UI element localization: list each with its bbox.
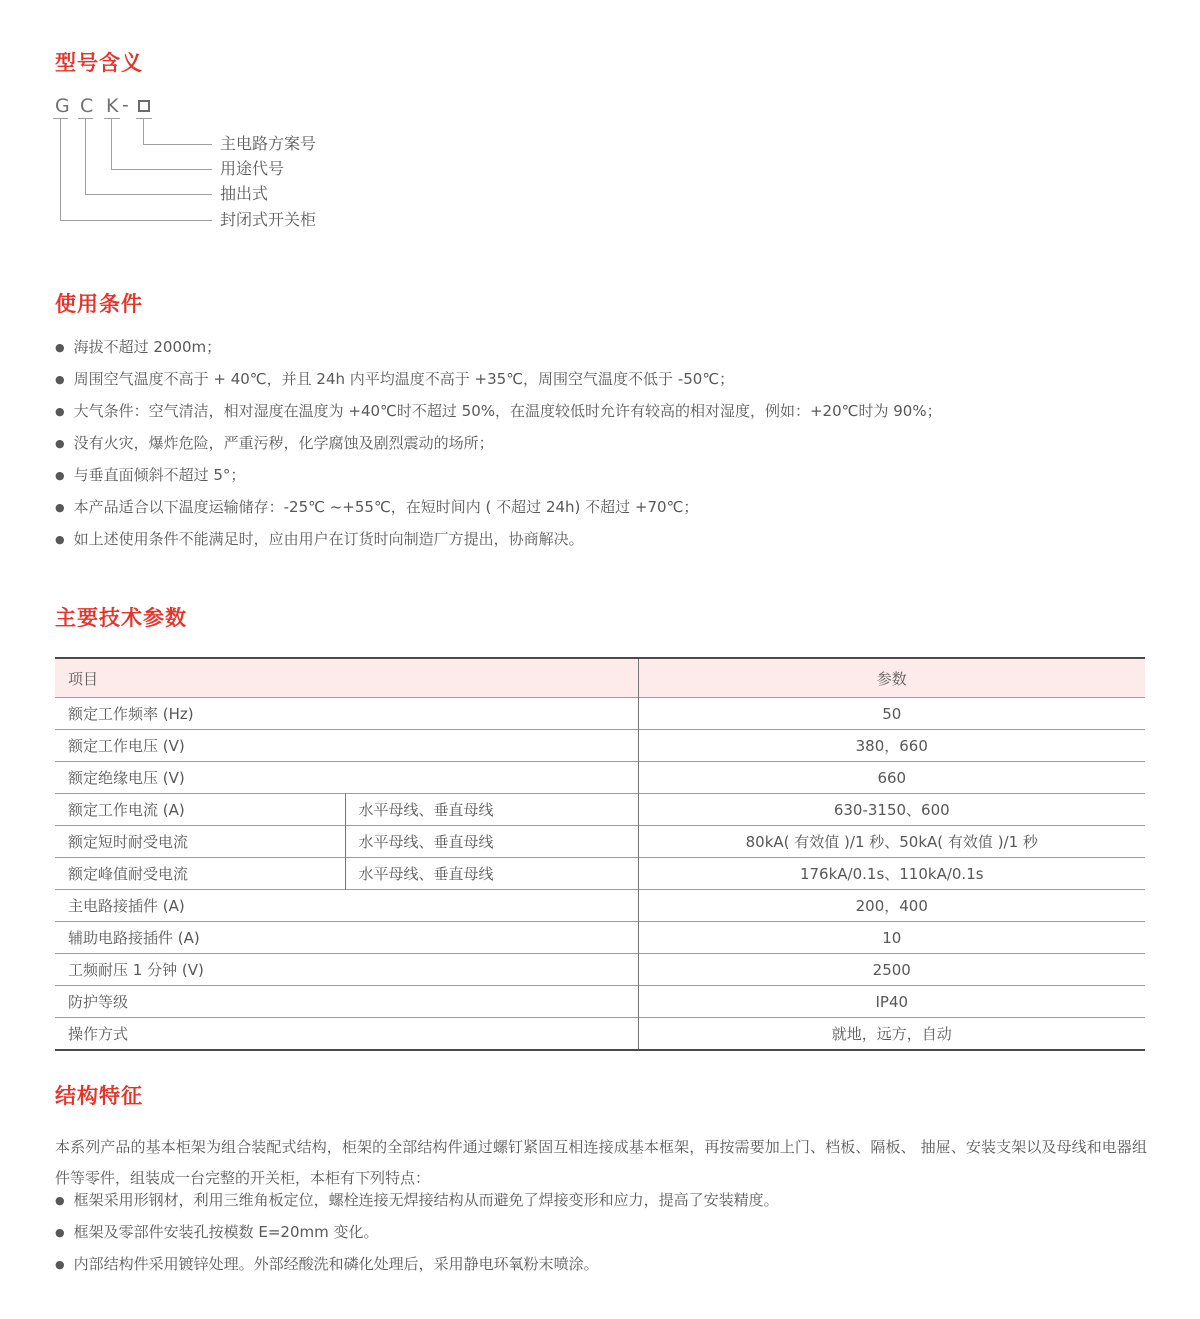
param-name-cell: 操作方式	[55, 1018, 638, 1051]
connector-v-square	[143, 119, 144, 145]
list-item	[55, 529, 942, 549]
bullet-icon: ●	[55, 405, 65, 418]
feature-text: 内部结构件采用镀锌处理。外部经酸洗和磷化处理后，采用静电环氧粉末喷涂。	[73, 1255, 599, 1273]
param-value-cell: 就地，远方，自动	[638, 1018, 1145, 1051]
param-value-cell: 630-3150、600	[638, 794, 1145, 826]
param-name-cell: 额定峰值耐受电流	[55, 858, 345, 890]
param-name-cell: 主电路接插件 (A)	[55, 890, 638, 922]
connector-h-g	[60, 220, 212, 221]
model-code-label-enclosed: 封闭式开关柜	[220, 210, 317, 229]
section-title-model-meaning: 型号含义	[55, 51, 143, 75]
param-value-cell: 660	[638, 762, 1145, 794]
list-item	[55, 1190, 779, 1210]
param-value-cell: 176kA/0.1s、110kA/0.1s	[638, 858, 1145, 890]
table-row	[55, 986, 1145, 1018]
section-title-usage-conditions: 使用条件	[55, 292, 143, 316]
param-scope-cell: 水平母线、垂直母线	[345, 794, 638, 826]
param-value-cell: 80kA( 有效值 )/1 秒、50kA( 有效值 )/1 秒	[638, 826, 1145, 858]
usage-conditions-list	[55, 337, 942, 561]
param-name-cell: 辅助电路接插件 (A)	[55, 922, 638, 954]
model-code-char-k: K	[106, 95, 119, 117]
bullet-icon: ●	[55, 1258, 65, 1271]
connector-v-c	[85, 119, 86, 195]
bullet-icon: ●	[55, 469, 65, 482]
header-item-cell: 项目	[55, 658, 638, 698]
section-title-structure: 结构特征	[55, 1084, 143, 1108]
list-item	[55, 497, 942, 517]
param-name-cell: 额定工作电压 (V)	[55, 730, 638, 762]
bullet-icon: ●	[55, 437, 65, 450]
param-scope-cell: 水平母线、垂直母线	[345, 826, 638, 858]
table-row	[55, 794, 1145, 826]
table-row	[55, 826, 1145, 858]
model-code-label-drawout: 抽出式	[220, 184, 269, 203]
param-value-cell: 2500	[638, 954, 1145, 986]
param-value-cell: 200，400	[638, 890, 1145, 922]
list-item	[55, 465, 942, 485]
param-name-cell: 额定工作电流 (A)	[55, 794, 345, 826]
bullet-icon: ●	[55, 373, 65, 386]
condition-text: 没有火灾，爆炸危险，严重污秽，化学腐蚀及剧烈震动的场所；	[73, 434, 494, 452]
table-row	[55, 954, 1145, 986]
structure-features-list	[55, 1190, 779, 1286]
connector-h-c	[85, 194, 212, 195]
underline-square	[136, 118, 152, 119]
condition-text: 如上述使用条件不能满足时，应由用户在订货时向制造厂方提出，协商解决。	[73, 530, 584, 548]
bullet-icon: ●	[55, 501, 65, 514]
list-item	[55, 1254, 779, 1274]
section-title-parameters: 主要技术参数	[55, 606, 187, 630]
header-value-cell: 参数	[638, 658, 1145, 698]
table-row	[55, 762, 1145, 794]
model-code-char-c: C	[80, 95, 94, 117]
structure-intro-paragraph: 本系列产品的基本柜架为组合装配式结构，柜架的全部结构件通过螺钉紧固互相连接成基本框架，再按需要加上门、档板、隔板、 抽屉、安装支架以及母线和电器组件等零件，组装成一台完整的开关柜，本柜有下列特点：	[55, 1138, 1147, 1187]
param-name-cell: 防护等级	[55, 986, 638, 1018]
table-row	[55, 922, 1145, 954]
underline-k	[104, 118, 120, 119]
list-item	[55, 369, 942, 389]
connector-v-k	[111, 119, 112, 170]
param-name-cell: 工频耐压 1 分钟 (V)	[55, 954, 638, 986]
param-name-cell: 额定工作频率 (Hz)	[55, 698, 638, 730]
condition-text: 海拔不超过 2000m；	[73, 338, 222, 356]
list-item	[55, 433, 942, 453]
condition-text: 本产品适合以下温度运输储存：-25℃ ~+55℃，在短时间内 ( 不超过 24h) 不超过 +70℃；	[73, 498, 699, 516]
table-row	[55, 890, 1145, 922]
table-header-row	[55, 658, 1145, 698]
param-value-cell: IP40	[638, 986, 1145, 1018]
feature-text: 框架采用形钢材，利用三维角板定位，螺栓连接无焊接结构从而避免了焊接变形和应力，提高了安装精度。	[73, 1191, 779, 1209]
table-row	[55, 698, 1145, 730]
condition-text: 周围空气温度不高于 + 40℃，并且 24h 内平均温度不高于 +35℃，周围空气温度不低于 -50℃；	[73, 370, 735, 388]
bullet-icon: ●	[55, 1226, 65, 1239]
model-code-char-g: G	[55, 95, 70, 117]
model-code-label-usage: 用途代号	[220, 159, 285, 178]
table-row	[55, 858, 1145, 890]
connector-h-square	[143, 144, 212, 145]
table-row	[55, 1018, 1145, 1051]
condition-text: 大气条件：空气清洁，相对湿度在温度为 +40℃时不超过 50%，在温度较低时允许有较高的相对湿度，例如：+20℃时为 90%；	[73, 402, 942, 420]
param-scope-cell: 水平母线、垂直母线	[345, 858, 638, 890]
condition-text: 与垂直面倾斜不超过 5°；	[73, 466, 246, 484]
list-item	[55, 1222, 779, 1242]
bullet-icon: ●	[55, 533, 65, 546]
connector-v-g	[60, 119, 61, 221]
parameters-table	[55, 657, 1145, 1051]
feature-text: 框架及零部件安装孔按模数 E=20mm 变化。	[73, 1223, 379, 1241]
placeholder-square-icon	[138, 100, 150, 112]
table-row	[55, 730, 1145, 762]
bullet-icon: ●	[55, 1194, 65, 1207]
connector-h-k	[111, 169, 212, 170]
bullet-icon: ●	[55, 341, 65, 354]
param-name-cell: 额定绝缘电压 (V)	[55, 762, 638, 794]
model-code-label-scheme: 主电路方案号	[220, 134, 317, 153]
param-value-cell: 50	[638, 698, 1145, 730]
param-value-cell: 10	[638, 922, 1145, 954]
list-item	[55, 401, 942, 421]
model-code-dash: -	[122, 94, 129, 116]
param-name-cell: 额定短时耐受电流	[55, 826, 345, 858]
param-value-cell: 380，660	[638, 730, 1145, 762]
list-item	[55, 337, 942, 357]
